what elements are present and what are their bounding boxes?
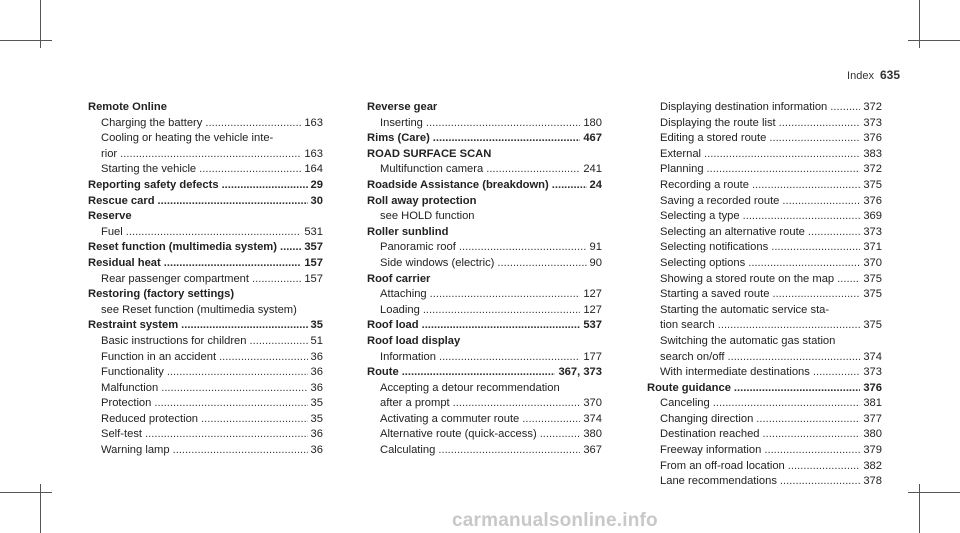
leader-dots xyxy=(250,334,308,350)
index-subentry xyxy=(367,240,602,256)
page-reference[interactable]: 377 xyxy=(863,412,882,425)
page-reference[interactable]: 370 xyxy=(863,256,882,269)
entry-text: Calculating xyxy=(380,444,436,457)
leader-dots xyxy=(764,443,860,459)
leader-dots xyxy=(252,272,301,288)
leader-dots xyxy=(748,256,860,272)
entry-text: External xyxy=(660,147,702,160)
leader-dots xyxy=(430,287,581,303)
page-reference[interactable]: 164 xyxy=(304,163,323,176)
crop-mark xyxy=(908,40,960,41)
index-subentry xyxy=(647,209,882,225)
index-heading xyxy=(367,225,602,241)
leader-dots xyxy=(486,162,580,178)
index-subentry xyxy=(647,225,882,241)
index-heading xyxy=(88,100,323,116)
index-subentry xyxy=(88,334,323,350)
entry-text: Canceling xyxy=(660,397,710,410)
entry-text: Malfunction xyxy=(101,381,159,394)
page-reference[interactable]: 380 xyxy=(583,428,602,441)
page-reference[interactable]: 378 xyxy=(863,475,882,488)
index-subentry xyxy=(647,365,882,381)
page-header xyxy=(847,68,900,82)
page-reference[interactable]: 163 xyxy=(304,147,323,160)
entry-text: Displaying destination information xyxy=(660,101,828,113)
leader-dots xyxy=(756,412,860,428)
index-subentry xyxy=(88,272,323,288)
entry-text: after a prompt xyxy=(380,397,450,410)
page-reference[interactable]: 367 xyxy=(583,444,602,457)
entry-text: Side windows (electric) xyxy=(380,256,495,269)
index-heading xyxy=(88,287,323,303)
index-heading xyxy=(367,318,602,334)
index-subentry xyxy=(367,381,602,397)
entry-text: Protection xyxy=(101,397,152,410)
index-heading xyxy=(88,178,323,194)
leader-dots xyxy=(780,474,860,490)
leader-dots xyxy=(782,194,860,210)
entry-text: From an off-road location xyxy=(660,459,785,472)
index-subentry xyxy=(367,303,602,319)
index-subentry xyxy=(647,194,882,210)
leader-dots xyxy=(426,116,580,132)
entry-text: Rims (Care) xyxy=(367,132,430,145)
page-reference[interactable]: 375 xyxy=(863,272,882,285)
entry-text: Reduced protection xyxy=(101,412,199,425)
index-heading xyxy=(367,147,602,163)
entry-text: Residual heat xyxy=(88,256,161,269)
leader-dots xyxy=(713,396,861,412)
index-subentry xyxy=(647,459,882,475)
index-subentry xyxy=(88,350,323,366)
entry-text: Recording a route xyxy=(660,178,749,191)
entry-text: Warning lamp xyxy=(101,444,170,457)
index-subentry xyxy=(367,116,602,132)
page-reference[interactable]: 127 xyxy=(583,303,602,316)
entry-text: Selecting options xyxy=(660,256,746,269)
entry-text: Route xyxy=(367,366,399,379)
leader-dots xyxy=(788,459,861,475)
page-reference[interactable]: 180 xyxy=(583,116,602,129)
index-subentry xyxy=(367,350,602,366)
leader-dots xyxy=(522,412,580,428)
crop-mark xyxy=(0,40,52,41)
entry-text: Restraint system xyxy=(88,319,179,332)
index-heading xyxy=(367,131,602,147)
page-reference[interactable]: 30 xyxy=(310,194,323,207)
leader-dots xyxy=(540,427,581,443)
index-heading xyxy=(88,256,323,272)
entry-text: Selecting an alternative route xyxy=(660,225,805,238)
page-reference[interactable]: 91 xyxy=(589,241,602,254)
page-reference[interactable]: 371 xyxy=(863,241,882,254)
page-reference[interactable]: 157 xyxy=(304,272,323,285)
page-reference[interactable]: 369 xyxy=(863,210,882,223)
entry-text: Freeway information xyxy=(660,444,762,457)
leader-dots xyxy=(772,287,860,303)
leader-dots xyxy=(727,350,860,366)
page-reference[interactable]: 373 xyxy=(863,366,882,379)
leader-dots xyxy=(438,443,580,459)
entry-text: ROAD SURFACE SCAN xyxy=(367,147,492,160)
page-reference[interactable]: 35 xyxy=(310,397,323,410)
index-subentry xyxy=(88,303,323,319)
entry-text: Saving a recorded route xyxy=(660,194,780,207)
index-heading xyxy=(88,240,323,256)
page-reference[interactable]: 375 xyxy=(863,178,882,191)
entry-text: Functionality xyxy=(101,366,164,379)
index-heading xyxy=(88,209,323,225)
entry-text: Showing a stored route on the map xyxy=(660,272,835,285)
leader-dots xyxy=(120,147,301,163)
entry-text: Reverse gear xyxy=(367,101,438,113)
entry-text: Starting the vehicle xyxy=(101,163,197,176)
entry-text: Selecting notifications xyxy=(660,241,769,254)
entry-text: Switching the automatic gas station xyxy=(660,334,836,347)
page-reference[interactable]: 375 xyxy=(863,319,882,332)
index-subentry xyxy=(647,272,882,288)
index-continuation xyxy=(647,350,882,366)
leader-dots xyxy=(552,178,587,194)
entry-text: Activating a commuter route xyxy=(380,412,520,425)
index-subentry xyxy=(88,225,323,241)
index-subentry xyxy=(88,116,323,132)
index-subentry xyxy=(647,287,882,303)
leader-dots xyxy=(813,365,860,381)
leader-dots xyxy=(154,396,307,412)
entry-text: Roadside Assistance (breakdown) xyxy=(367,178,549,191)
index-heading xyxy=(88,194,323,210)
entry-text: Remote Online xyxy=(88,101,167,113)
index-subentry xyxy=(367,443,602,459)
entry-text: Planning xyxy=(660,163,704,176)
entry-text: Starting the automatic service sta- xyxy=(660,303,830,316)
page-reference[interactable]: 374 xyxy=(583,412,602,425)
entry-text: Starting a saved route xyxy=(660,288,770,301)
entry-text: Self-test xyxy=(101,428,143,441)
index-subentry xyxy=(88,427,323,443)
entry-text: Fuel xyxy=(101,225,123,238)
page-reference[interactable]: 379 xyxy=(863,444,882,457)
entry-text: see Reset function (multimedia system) xyxy=(101,303,297,316)
leader-dots xyxy=(173,443,308,459)
leader-dots xyxy=(158,194,308,210)
page-number: 635 xyxy=(879,68,900,82)
entry-text: Function in an accident xyxy=(101,350,217,363)
entry-text: Restoring (factory settings) xyxy=(88,288,235,301)
leader-dots xyxy=(718,318,861,334)
page-reference[interactable]: 537 xyxy=(583,319,602,332)
page-reference[interactable]: 241 xyxy=(583,163,602,176)
header-label: Index xyxy=(847,70,874,82)
index-subentry xyxy=(647,256,882,272)
leader-dots xyxy=(771,240,860,256)
index-heading xyxy=(367,272,602,288)
page-reference[interactable]: 381 xyxy=(863,397,882,410)
leader-dots xyxy=(779,116,861,132)
page-reference[interactable]: 372 xyxy=(863,101,882,113)
page-reference[interactable]: 157 xyxy=(304,256,323,269)
index-heading xyxy=(367,178,602,194)
index-subentry xyxy=(647,303,882,319)
page-reference[interactable]: 531 xyxy=(304,225,323,238)
leader-dots xyxy=(402,365,556,381)
page-reference[interactable]: 357 xyxy=(304,241,323,254)
page-reference[interactable]: 376 xyxy=(863,381,882,394)
leader-dots xyxy=(439,350,580,366)
entry-text: Changing direction xyxy=(660,412,754,425)
leader-dots xyxy=(433,131,581,147)
leader-dots xyxy=(808,225,860,241)
leader-dots xyxy=(219,350,307,366)
index-heading xyxy=(367,334,602,350)
entry-text: With intermediate destinations xyxy=(660,366,810,379)
leader-dots xyxy=(704,147,860,163)
leader-dots xyxy=(164,256,302,272)
page-reference[interactable]: 36 xyxy=(310,444,323,457)
entry-text: rior xyxy=(101,147,118,160)
leader-dots xyxy=(201,412,308,428)
entry-text: Rescue card xyxy=(88,194,155,207)
watermark: carmanualsonline.info xyxy=(452,510,658,531)
index-subentry xyxy=(367,287,602,303)
index-subentry xyxy=(647,443,882,459)
entry-text: Roof carrier xyxy=(367,272,431,285)
entry-text: Reserve xyxy=(88,210,132,223)
page-reference[interactable]: 380 xyxy=(863,428,882,441)
leader-dots xyxy=(453,396,581,412)
entry-text: Roof load display xyxy=(367,334,461,347)
index-continuation xyxy=(647,318,882,334)
leader-dots xyxy=(459,240,587,256)
entry-text: Attaching xyxy=(380,288,427,301)
page-reference[interactable]: 35 xyxy=(310,412,323,425)
entry-text: Inserting xyxy=(380,116,423,129)
page-reference[interactable]: 36 xyxy=(310,366,323,379)
entry-text: Accepting a detour recommendation xyxy=(380,381,560,394)
page-reference[interactable]: 51 xyxy=(310,334,323,347)
page-reference[interactable]: 36 xyxy=(310,381,323,394)
entry-text: Reset function (multimedia system) xyxy=(88,241,277,254)
entry-text: Roof load xyxy=(367,319,419,332)
entry-text: Multifunction camera xyxy=(380,163,484,176)
entry-text: Loading xyxy=(380,303,420,316)
leader-dots xyxy=(126,225,302,241)
index-subentry xyxy=(647,147,882,163)
crop-mark xyxy=(0,492,52,493)
leader-dots xyxy=(161,381,307,397)
page-reference[interactable]: 373 xyxy=(863,116,882,129)
index-column-2 xyxy=(367,100,602,459)
entry-text: Information xyxy=(380,350,436,363)
page-reference[interactable]: 36 xyxy=(310,428,323,441)
leader-dots xyxy=(181,318,307,334)
index-heading xyxy=(367,365,602,381)
entry-text: Basic instructions for children xyxy=(101,334,247,347)
index-subentry xyxy=(647,396,882,412)
page-reference[interactable]: 382 xyxy=(863,459,882,472)
page-reference[interactable]: 374 xyxy=(863,350,882,363)
index-subentry xyxy=(647,162,882,178)
index-subentry xyxy=(88,162,323,178)
index-subentry xyxy=(647,100,882,116)
index-subentry xyxy=(647,427,882,443)
index-heading xyxy=(367,100,602,116)
page-reference[interactable]: 36 xyxy=(310,350,323,363)
crop-mark xyxy=(908,492,960,493)
entry-text: tion search xyxy=(660,319,715,332)
page-reference[interactable]: 367, 373 xyxy=(558,366,602,379)
entry-text: search on/off xyxy=(660,350,725,363)
index-subentry xyxy=(647,474,882,490)
index-subentry xyxy=(367,412,602,428)
page-reference[interactable]: 127 xyxy=(583,288,602,301)
index-subentry xyxy=(647,334,882,350)
leader-dots xyxy=(280,240,301,256)
index-subentry xyxy=(647,240,882,256)
entry-text: Rear passenger compartment xyxy=(101,272,249,285)
leader-dots xyxy=(837,272,860,288)
entry-text: Destination reached xyxy=(660,428,760,441)
page-reference[interactable]: 372 xyxy=(863,163,882,176)
page-reference[interactable]: 373 xyxy=(863,225,882,238)
index-subentry xyxy=(647,412,882,428)
index-subentry xyxy=(88,365,323,381)
leader-dots xyxy=(205,116,301,132)
index-heading xyxy=(367,194,602,210)
index-heading xyxy=(88,318,323,334)
index-subentry xyxy=(88,412,323,428)
page-reference[interactable]: 90 xyxy=(589,256,602,269)
leader-dots xyxy=(707,162,861,178)
entry-text: Charging the battery xyxy=(101,116,203,129)
entry-text: Roll away protection xyxy=(367,194,477,207)
page-reference[interactable]: 375 xyxy=(863,288,882,301)
leader-dots xyxy=(830,100,860,116)
index-subentry xyxy=(367,256,602,272)
entry-text: Alternative route (quick-access) xyxy=(380,428,537,441)
page-reference[interactable]: 35 xyxy=(310,319,323,332)
index-subentry xyxy=(88,443,323,459)
entry-text: Panoramic roof xyxy=(380,241,456,254)
entry-text: Editing a stored route xyxy=(660,132,767,145)
entry-text: Route guidance xyxy=(647,381,731,394)
entry-text: Selecting a type xyxy=(660,210,740,223)
page-reference[interactable]: 24 xyxy=(589,178,602,191)
index-column-3 xyxy=(647,100,882,490)
leader-dots xyxy=(763,427,861,443)
index-subentry xyxy=(88,396,323,412)
entry-text: Displaying the route list xyxy=(660,116,776,129)
entry-text: Cooling or heating the vehicle inte- xyxy=(101,132,274,145)
leader-dots xyxy=(199,162,301,178)
index-subentry xyxy=(88,131,323,147)
page-reference[interactable]: 163 xyxy=(304,116,323,129)
index-subentry xyxy=(647,131,882,147)
index-subentry xyxy=(647,178,882,194)
index-subentry xyxy=(367,427,602,443)
leader-dots xyxy=(145,427,308,443)
leader-dots xyxy=(167,365,308,381)
page-reference[interactable]: 467 xyxy=(583,132,602,145)
index-subentry xyxy=(88,381,323,397)
index-subentry xyxy=(367,162,602,178)
index-column-1 xyxy=(88,100,323,459)
leader-dots xyxy=(423,303,581,319)
leader-dots xyxy=(734,381,860,397)
leader-dots xyxy=(497,256,586,272)
page-reference[interactable]: 177 xyxy=(583,350,602,363)
leader-dots xyxy=(743,209,861,225)
leader-dots xyxy=(752,178,860,194)
index-continuation xyxy=(367,396,602,412)
page-reference[interactable]: 383 xyxy=(863,147,882,160)
leader-dots xyxy=(222,178,308,194)
index-subentry xyxy=(367,209,602,225)
page-reference[interactable]: 370 xyxy=(583,397,602,410)
leader-dots xyxy=(422,318,581,334)
page-reference[interactable]: 29 xyxy=(310,178,323,191)
index-heading xyxy=(647,381,882,397)
page-reference[interactable]: 376 xyxy=(863,132,882,145)
leader-dots xyxy=(769,131,860,147)
entry-text: see HOLD function xyxy=(380,210,475,223)
index-continuation xyxy=(88,147,323,163)
page-reference[interactable]: 376 xyxy=(863,194,882,207)
index-subentry xyxy=(647,116,882,132)
entry-text: Lane recommendations xyxy=(660,475,777,488)
entry-text: Reporting safety defects xyxy=(88,178,219,191)
entry-text: Roller sunblind xyxy=(367,225,449,238)
